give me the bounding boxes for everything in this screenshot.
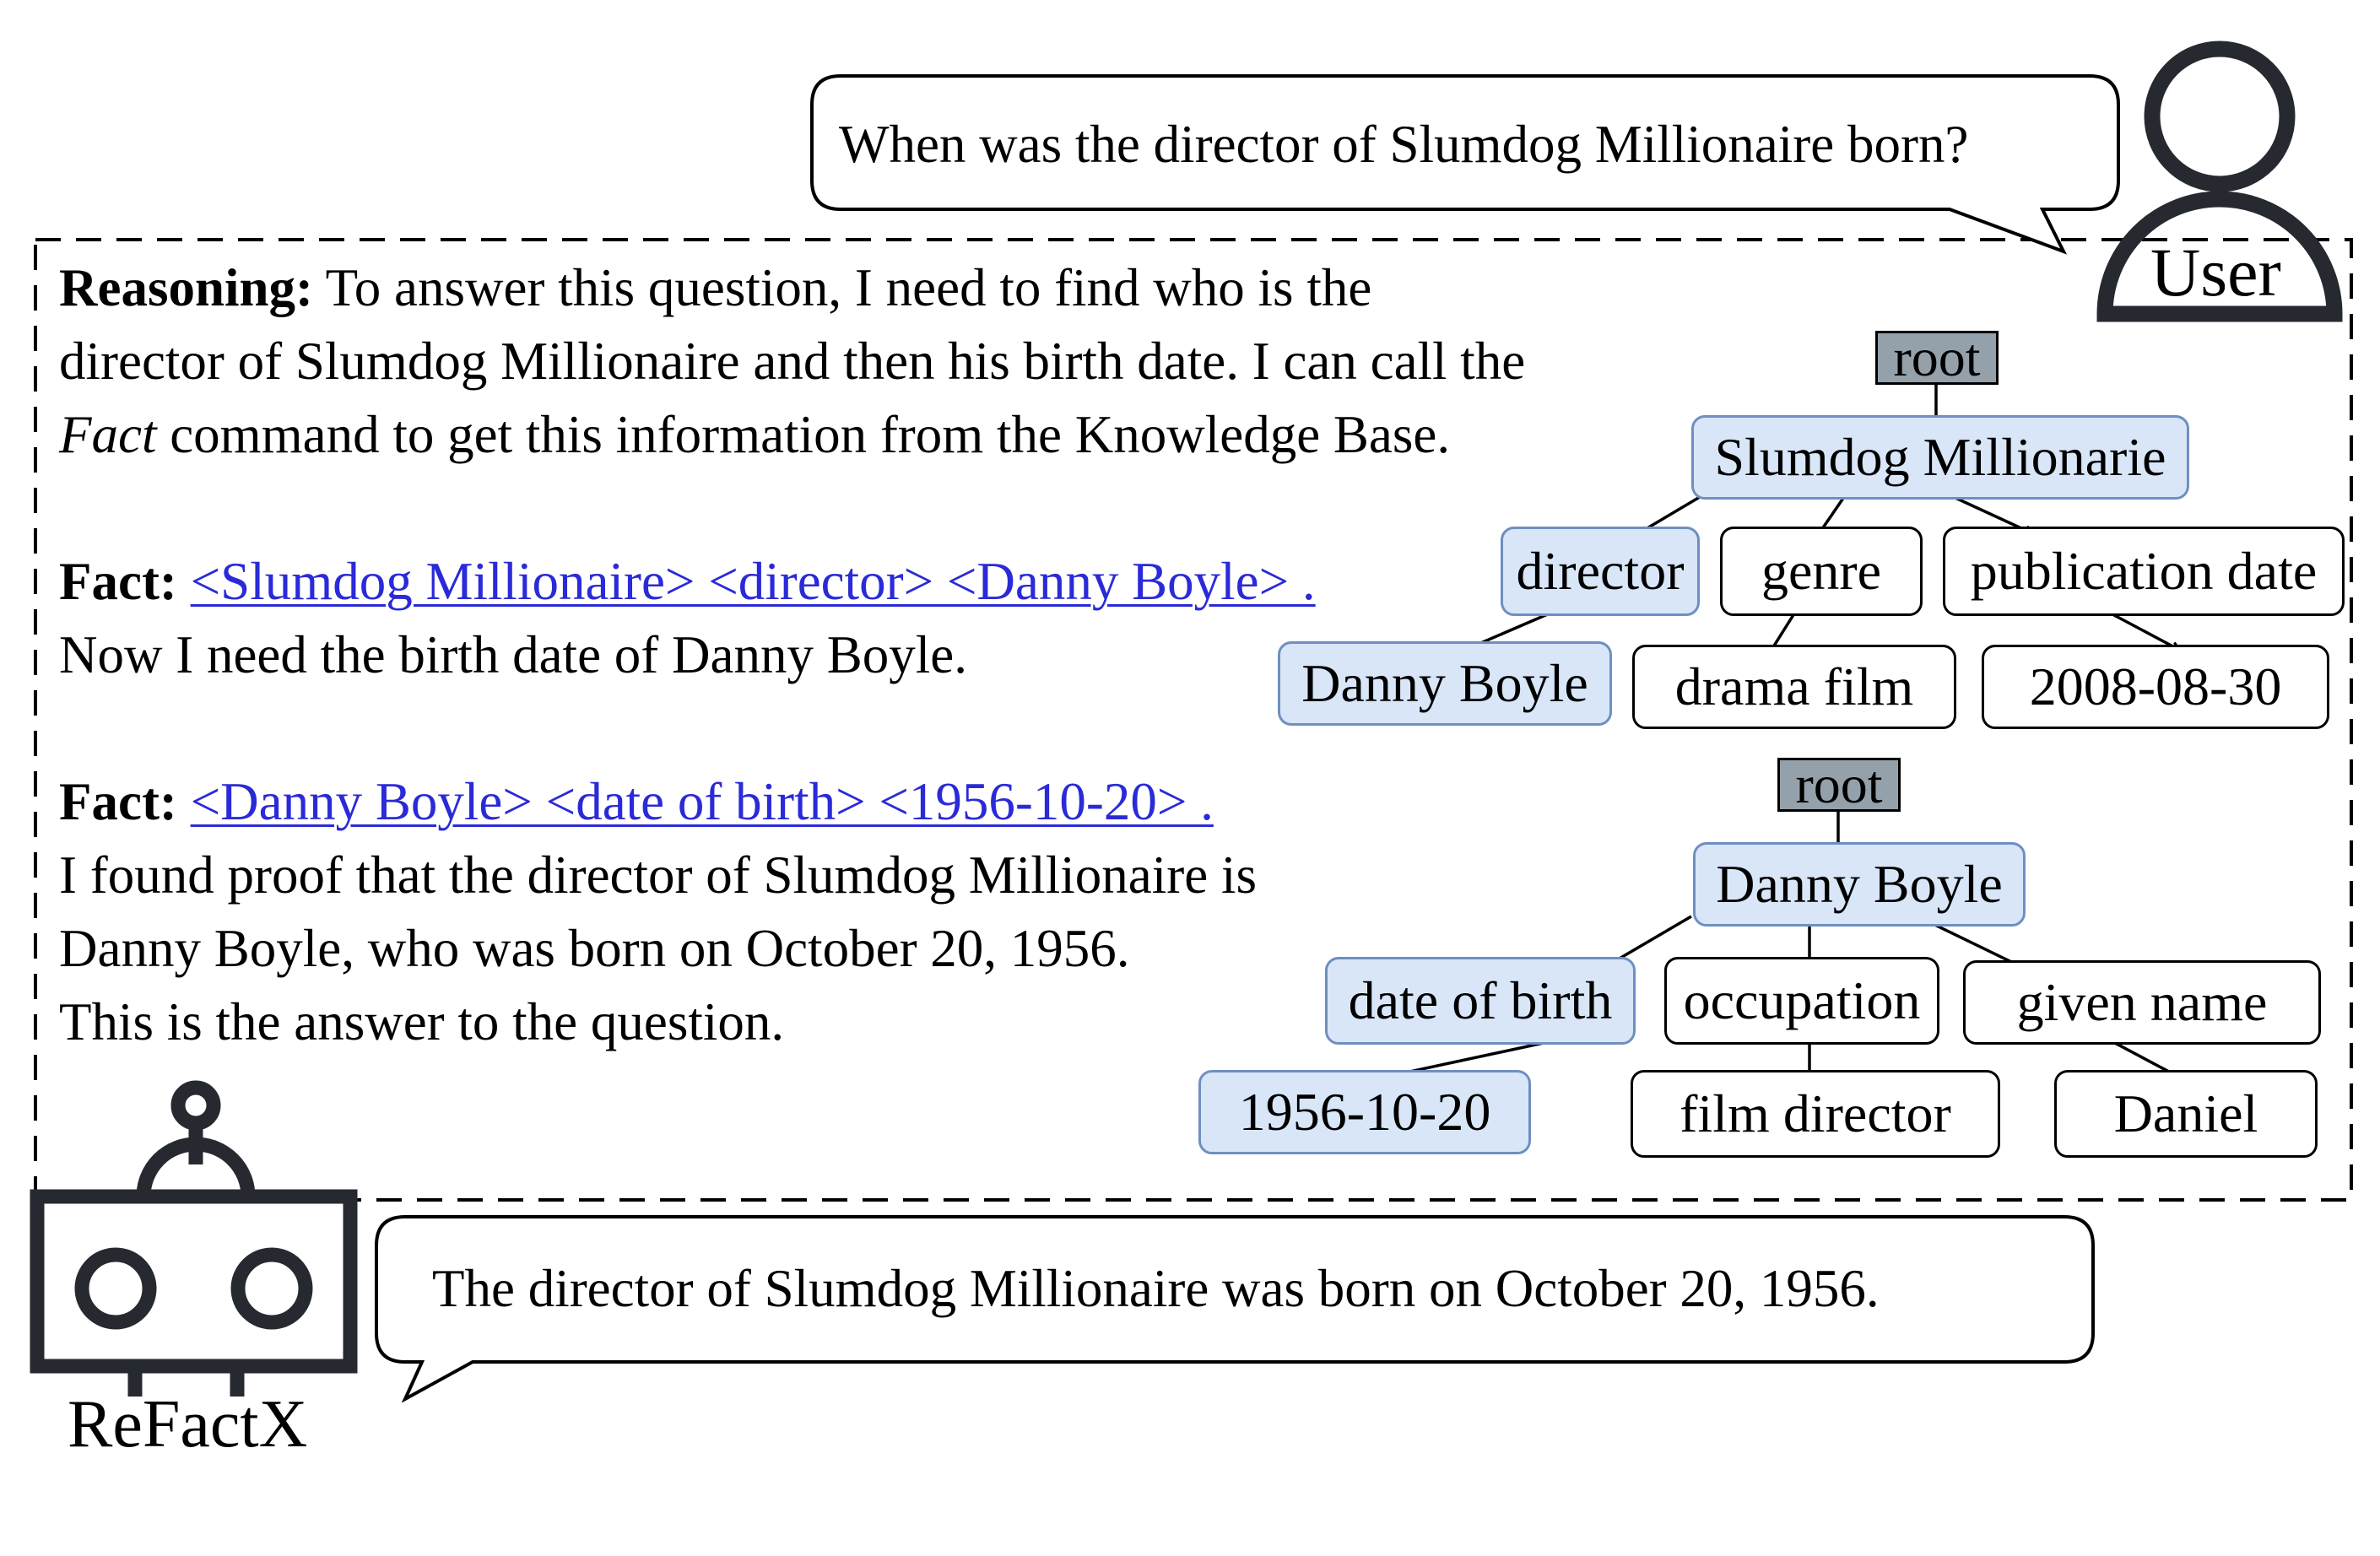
tree2-object-daniel: Daniel xyxy=(2054,1070,2318,1158)
tree2-object-birth-date: 1956-10-20 xyxy=(1198,1070,1531,1154)
tree2-relation-occupation: occupation xyxy=(1664,957,1939,1045)
fact-command-name: Fact xyxy=(59,405,157,464)
tree2-relation-date-of-birth: date of birth xyxy=(1325,957,1636,1045)
fact-label-1: Fact: xyxy=(59,552,177,611)
reasoning-line1: To answer this question, I need to find who is the xyxy=(313,258,1372,317)
agent-name-label: ReFactX xyxy=(68,1387,308,1461)
reasoning-label: Reasoning: xyxy=(59,258,314,317)
tree2-entity-node: Danny Boyle xyxy=(1693,842,2026,927)
user-label: User xyxy=(2150,234,2281,311)
tree1-entity-node: Slumdog Millionarie xyxy=(1691,415,2189,500)
tree2-relation-given-name: given name xyxy=(1963,960,2321,1045)
tree1-relation-director: director xyxy=(1501,527,1700,616)
agent-answer: The director of Slumdog Millionaire was born on October 20, 1956. xyxy=(432,1259,1880,1318)
tree1-relation-genre: genre xyxy=(1720,527,1923,616)
user-question: When was the director of Slumdog Millionaire born? xyxy=(839,115,1969,174)
reasoning-line3: command to get this information from the Knowledge Base. xyxy=(156,405,1451,464)
tree1-relation-publication-date: publication date xyxy=(1943,527,2345,616)
fact-label-2: Fact: xyxy=(59,772,177,831)
fact-link-2[interactable]: <Danny Boyle> <date of birth> <1956-10-20> . xyxy=(190,772,1214,831)
tree1-object-drama-film: drama film xyxy=(1632,645,1956,729)
conclusion-line1: I found proof that the director of Slumdog Millionaire is xyxy=(59,846,1257,905)
tree1-root-node: root xyxy=(1875,331,1999,385)
conclusion-line3: This is the answer to the question. xyxy=(59,992,785,1051)
reasoning-after-fact1: Now I need the birth date of Danny Boyle. xyxy=(59,625,967,684)
robot-icon xyxy=(37,1088,350,1397)
reasoning-line2: director of Slumdog Millionaire and then his birth date. I can call the xyxy=(59,332,1526,391)
fact-link-1[interactable]: <Slumdog Millionaire> <director> <Danny Boyle> . xyxy=(190,552,1316,611)
tree2-object-film-director: film director xyxy=(1631,1070,2000,1158)
tree2-root-node: root xyxy=(1777,758,1901,812)
tree1-object-danny-boyle: Danny Boyle xyxy=(1278,641,1612,726)
conclusion-line2: Danny Boyle, who was born on October 20, 1956. xyxy=(59,919,1130,978)
tree1-object-publication-date: 2008-08-30 xyxy=(1982,645,2329,729)
